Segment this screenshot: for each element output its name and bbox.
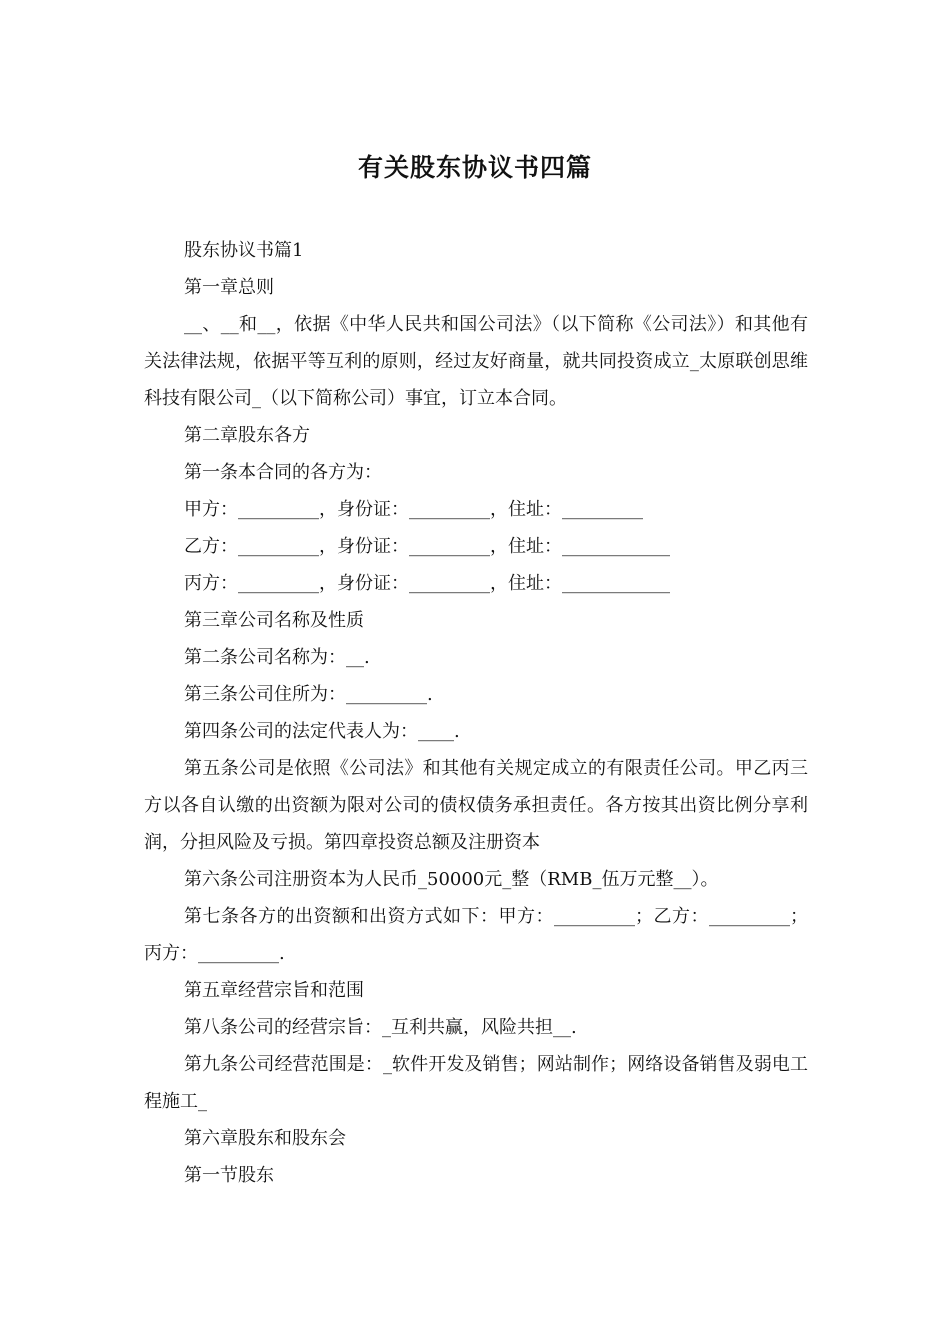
party-line: 乙方：_________，身份证：_________，住址：____________ <box>184 536 670 557</box>
chapter-heading: 第一章总则 <box>184 277 274 298</box>
chapter-heading: 第三章公司名称及性质 <box>184 610 364 631</box>
document-title: 有关股东协议书四篇 <box>357 153 592 182</box>
article: 第九条公司经营范围是：_软件开发及销售；网站制作；网络设备销售及弱电工程施工_ <box>144 1054 808 1112</box>
chapter-heading: 第二章股东各方 <box>184 425 310 446</box>
section-heading: 第一节股东 <box>184 1165 274 1186</box>
paragraph: 股东协议书篇1 <box>184 240 304 261</box>
article: 第六条公司注册资本为人民币_50000元_整（RMB_伍万元整__）。 <box>184 869 719 890</box>
article: 第五条公司是依照《公司法》和其他有关规定成立的有限责任公司。甲乙丙三方以各自认缴的出资额为限对公司的债权债务承担责任。各方按其出资比例分享利润，分担风险及亏损。第四章投资总额及注册资本 <box>144 758 808 853</box>
article: 第二条公司名称为：__. <box>184 647 370 668</box>
article: 第一条本合同的各方为： <box>184 462 382 483</box>
article: 第七条各方的出资额和出资方式如下：甲方：_________；乙方：_________；丙方：_________. <box>144 906 808 964</box>
paragraph: __、__和__，依据《中华人民共和国公司法》（以下简称《公司法》）和其他有关法律法规，依据平等互利的原则，经过友好商量，就共同投资成立_太原联创思维科技有限公司_（以下简称公司）事宜，订立本合同。 <box>144 314 808 409</box>
article: 第三条公司住所为：_________. <box>184 684 433 705</box>
chapter-heading: 第六章股东和股东会 <box>184 1128 346 1149</box>
chapter-heading: 第五章经营宗旨和范围 <box>184 980 364 1001</box>
article: 第四条公司的法定代表人为：____. <box>184 721 460 742</box>
party-line: 甲方：_________，身份证：_________，住址：_________ <box>184 499 643 520</box>
party-line: 丙方：_________，身份证：_________，住址：____________ <box>184 573 670 594</box>
document-body <box>144 232 808 1194</box>
article: 第八条公司的经营宗旨：_互利共赢，风险共担__. <box>184 1017 577 1038</box>
